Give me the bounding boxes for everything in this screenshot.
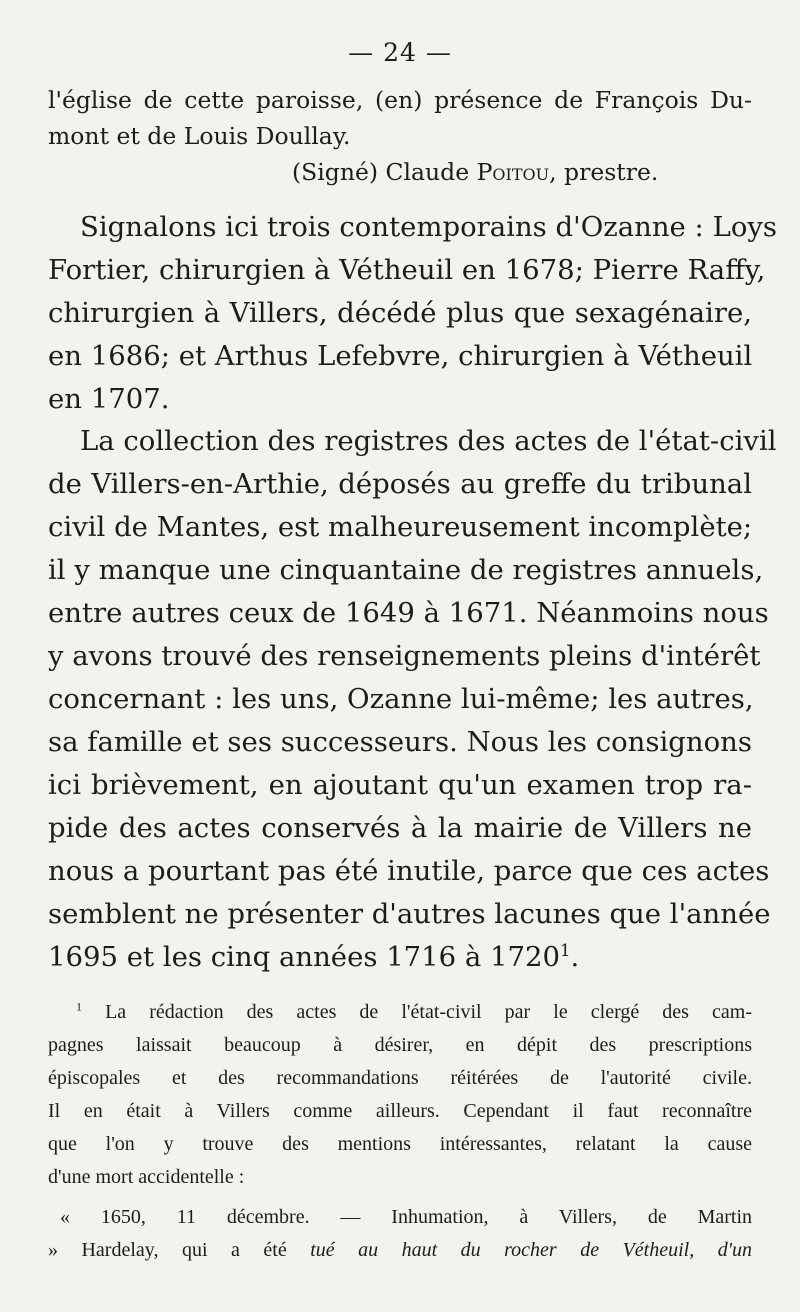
paragraph-line: chirurgien à Villers, décédé plus que sexagénaire, <box>48 297 752 329</box>
paragraph-line: ici brièvement, en ajoutant qu'un examen trop ra- <box>48 769 752 801</box>
page-number: — 24 — <box>348 38 452 67</box>
footnote-line: Il en était à Villers comme ailleurs. Cependant il faut reconnaître <box>48 1100 752 1122</box>
footnote-line: d'une mort accidentelle : <box>48 1166 245 1188</box>
footnote-quote-line: « 1650, 11 décembre. — Inhumation, à Villers, de Martin <box>60 1206 752 1228</box>
paragraph-line: en 1707. <box>48 383 170 415</box>
signature-name: Poitou <box>476 158 550 186</box>
paragraph-line: y avons trouvé des renseignements pleins d'intérêt <box>48 640 761 672</box>
paragraph-line: il y manque une cinquantaine de registres annuels, <box>48 554 764 586</box>
paragraph-line: en 1686; et Arthus Lefebvre, chirurgien à Vétheuil <box>48 340 753 372</box>
paragraph-line: Signalons ici trois contemporains d'Ozanne : Loys <box>80 211 778 243</box>
paragraph-line: concernant : les uns, Ozanne lui-même; les autres, <box>48 683 754 715</box>
paragraph-line: pide des actes conservés à la mairie de Villers ne <box>48 812 752 844</box>
footnote-line: pagnes laissait beaucoup à désirer, en dépit des prescriptions <box>48 1034 752 1056</box>
footnote-reference: 1 <box>560 940 571 960</box>
paragraph-last-line: 1695 et les cinq années 1716 à 1720$^1$. <box>48 940 580 973</box>
continued-text-line: l'église de cette paroisse, (en) présence de François Du- <box>48 86 752 114</box>
paragraph-line: Fortier, chirurgien à Vétheuil en 1678; Pierre Raffy, <box>48 254 766 286</box>
footnote-marker: 1 <box>76 999 82 1014</box>
paragraph-line: de Villers-en-Arthie, déposés au greffe du tribunal <box>48 468 752 500</box>
paragraph-line: sa famille et ses successeurs. Nous les consignons <box>48 726 752 758</box>
paragraph-line: civil de Mantes, est malheureusement incomplète; <box>48 511 753 543</box>
footnote-quote-line: » Hardelay, qui a été tué au haut du rocher de Vétheuil, d'un <box>48 1239 752 1261</box>
paragraph-line: entre autres ceux de 1649 à 1671. Néanmoins nous <box>48 597 769 629</box>
footnote-line: épiscopales et des recommandations réitérées de l'autorité civile. <box>48 1067 752 1089</box>
paragraph-line: nous a pourtant pas été inutile, parce que ces actes <box>48 855 770 887</box>
footnote-line: $^1$ La rédaction des actes de l'état-civil par le clergé des cam- <box>76 999 753 1023</box>
paragraph-line: semblent ne présenter d'autres lacunes que l'année <box>48 898 771 930</box>
signature-line: (Signé) Claude Poitou, prestre. <box>292 158 659 186</box>
footnote-line: que l'on y trouve des mentions intéressantes, relatant la cause <box>48 1133 752 1155</box>
continued-text-line: mont et de Louis Doullay. <box>48 122 351 150</box>
paragraph-line: La collection des registres des actes de l'état-civil <box>80 425 777 457</box>
